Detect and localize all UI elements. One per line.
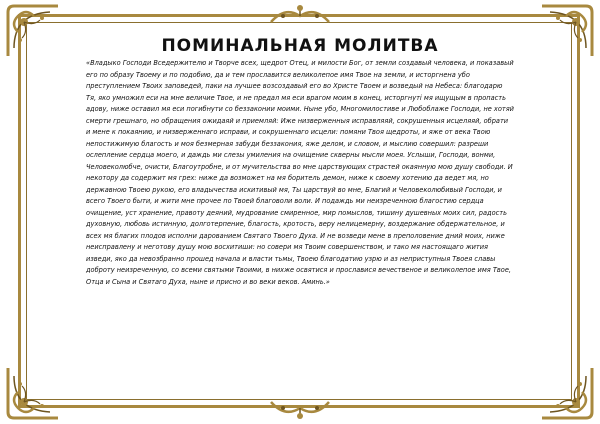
- corner-ornament-icon: [4, 364, 62, 422]
- bottom-center-ornament-icon: [269, 398, 331, 420]
- top-center-ornament-icon: [269, 4, 331, 26]
- prayer-text: «Владыко Господи Вседержителю и Творче всех, щедрот Отец, и милости Бог, от земли создавый человека, и показавый его по образу Твоему и по подобию, да и тем прославится великолепое имя Твое на земли, и исторгнена убо преступлением Твоих заповедей, паки на лучшее возсоздавый его во Христе Твоем и возведый на Небеса: благодарю Тя, яко умножил еси на мне величие Твое, и не предал мя еси врагом моим в конец, исторгнуті мя ищущым в пропасть адову, ниже оставил мя еси погибнути со беззаконии моими. Ныне убо, Многомилостиве и Любоблаже Господи, не хотяй смерти грешнаго, но обращения ожидаяй и приемляй: Иже низверженныя исправляяй, сокрушенныя исцеляяй, обрати и мене к покаянию, и низверженнаго исправи, и сокрушеннаго исцели: помяни Твоя щедроты, и яже от века Твою непостижимую благость и моя безмерная забуди беззакония, яже делом, и словом, и мыслию совершил: разреши ослепление сердца моего, и даждь ми слезы умиления на очищение скверны мысли моея. Услыши, Господи, вонми, Человеколюбче, очисти, Благоутробне, и от мучительства во мне царствующих страстей окаянную мою душу свободи. И некотору да содержит мя грех: ниже да возможет на мя боритель демон, ниже к своему хотению да ведет мя, но державною Твоею рукою, его владычества искитивый мя, Ты царствуй во мне, Благий и Человеколюбивый Господи, и всего Твоего быти, и жити мне прочее по Твоей благоволи воли. И подаждь ми неизреченною благостию сердца очищение, уст хранение, правоту деяний, мудрование смиренное, мир помыслов, тишину душевных моих сил, радость духовную, любовь истинную, долготерпение, благость, кротость, веру нелицемерну, воздержание обдержательное, и всех мя благих плодов исполни дарованием Святаго Твоего Духа. И не возведи мене в преполовение дний моих, ниже неисправлену и неготову душу мою восхитиши: но совери мя Твоим совершенством, и тако мя настоящаго жития изведи, яко да невозбранно прошед начала и власти тьмы, Твоею благодатию узрю и аз неприступныя Твоея славы доброту неизреченную, со всеми святыми Твоими, в нихже освятися и прославися вечественое и великолепое имя Твое, Отца и Сына и Святаго Духа, ныне и присно и во веки веков. Аминь.»: [86, 59, 514, 286]
- page-title: ПОМИНАЛЬНАЯ МОЛИТВА: [161, 36, 439, 56]
- corner-ornament-icon: [538, 364, 596, 422]
